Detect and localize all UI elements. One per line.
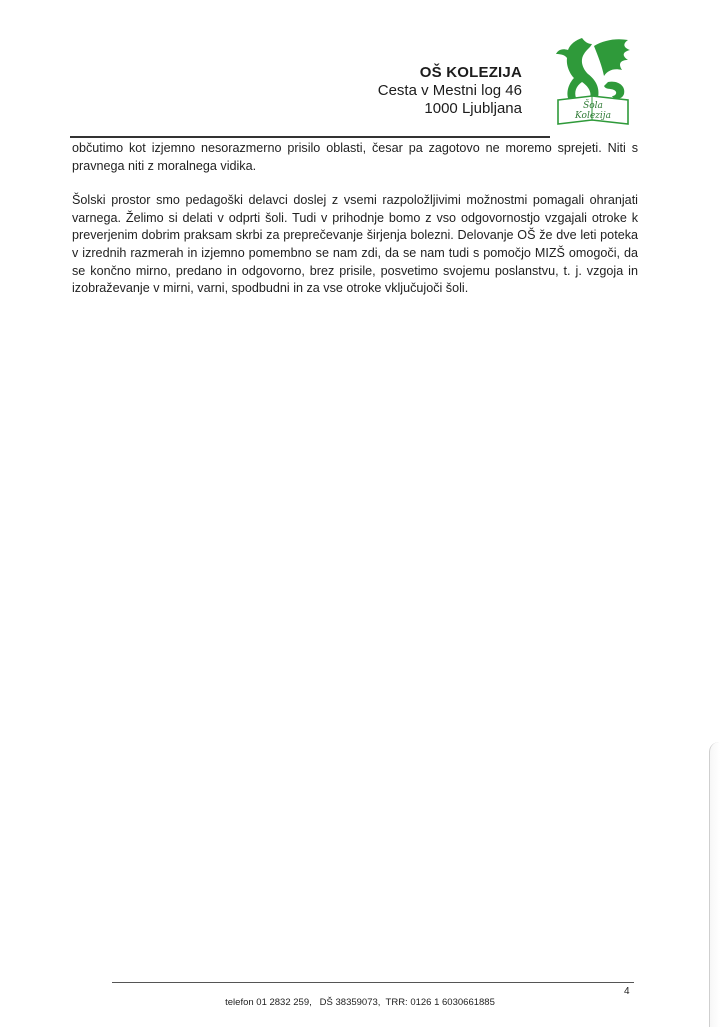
school-logo — [552, 36, 634, 128]
letterhead — [378, 64, 522, 118]
paragraph: občutimo kot izjemno nesorazmerno prisilo oblasti, česar pa zagotovo ne moremo sprejeti. Niti s pravnega niti z moralnega vidika. — [72, 141, 638, 173]
page-edge-curl — [709, 742, 720, 1027]
footer-contact-info: telefon 01 2832 259, DŠ 38359073, TRR: 0126 1 6030661885 — [225, 997, 495, 1008]
letter-body — [72, 140, 638, 298]
header-divider — [70, 136, 550, 138]
green-dragon-book-icon — [556, 38, 630, 99]
address-street: Cesta v Mestni log 46 — [377, 82, 522, 99]
logo-text-kolezija: Kolezija — [575, 111, 611, 121]
school-name: OŠ KOLEZIJA — [419, 64, 522, 81]
page-number: 4 — [624, 986, 630, 997]
logo-text-sola: Šola — [583, 101, 603, 111]
paragraph: Šolski prostor smo pedagoški delavci doslej z vsemi razpoložljivimi možnostmi pomagali ohranjati varnega. Želimo si delati v odprti šoli. Tudi v prihodnje bomo z vso odgovornostjo vzgajali otroke k preverjenim dobrim praksam skrbi za preprečevanje širjenja bolezni. Delovanje OŠ že dve leti poteka v izrednih razmerah in izjemno pomembno se nam zdi, da se nam tudi s pomočjo MIZŠ omogoči, da se končno mirno, predano in odgovorno, brez prisile, posvetimo svojemu poslanstvu, t. j. vzgoja in izobraževanje v mirni, varni, spodbudni in za vse otroke vključujoči šoli. — [72, 193, 638, 296]
address-city: 1000 Ljubljana — [424, 100, 522, 117]
footer-divider — [112, 982, 634, 983]
